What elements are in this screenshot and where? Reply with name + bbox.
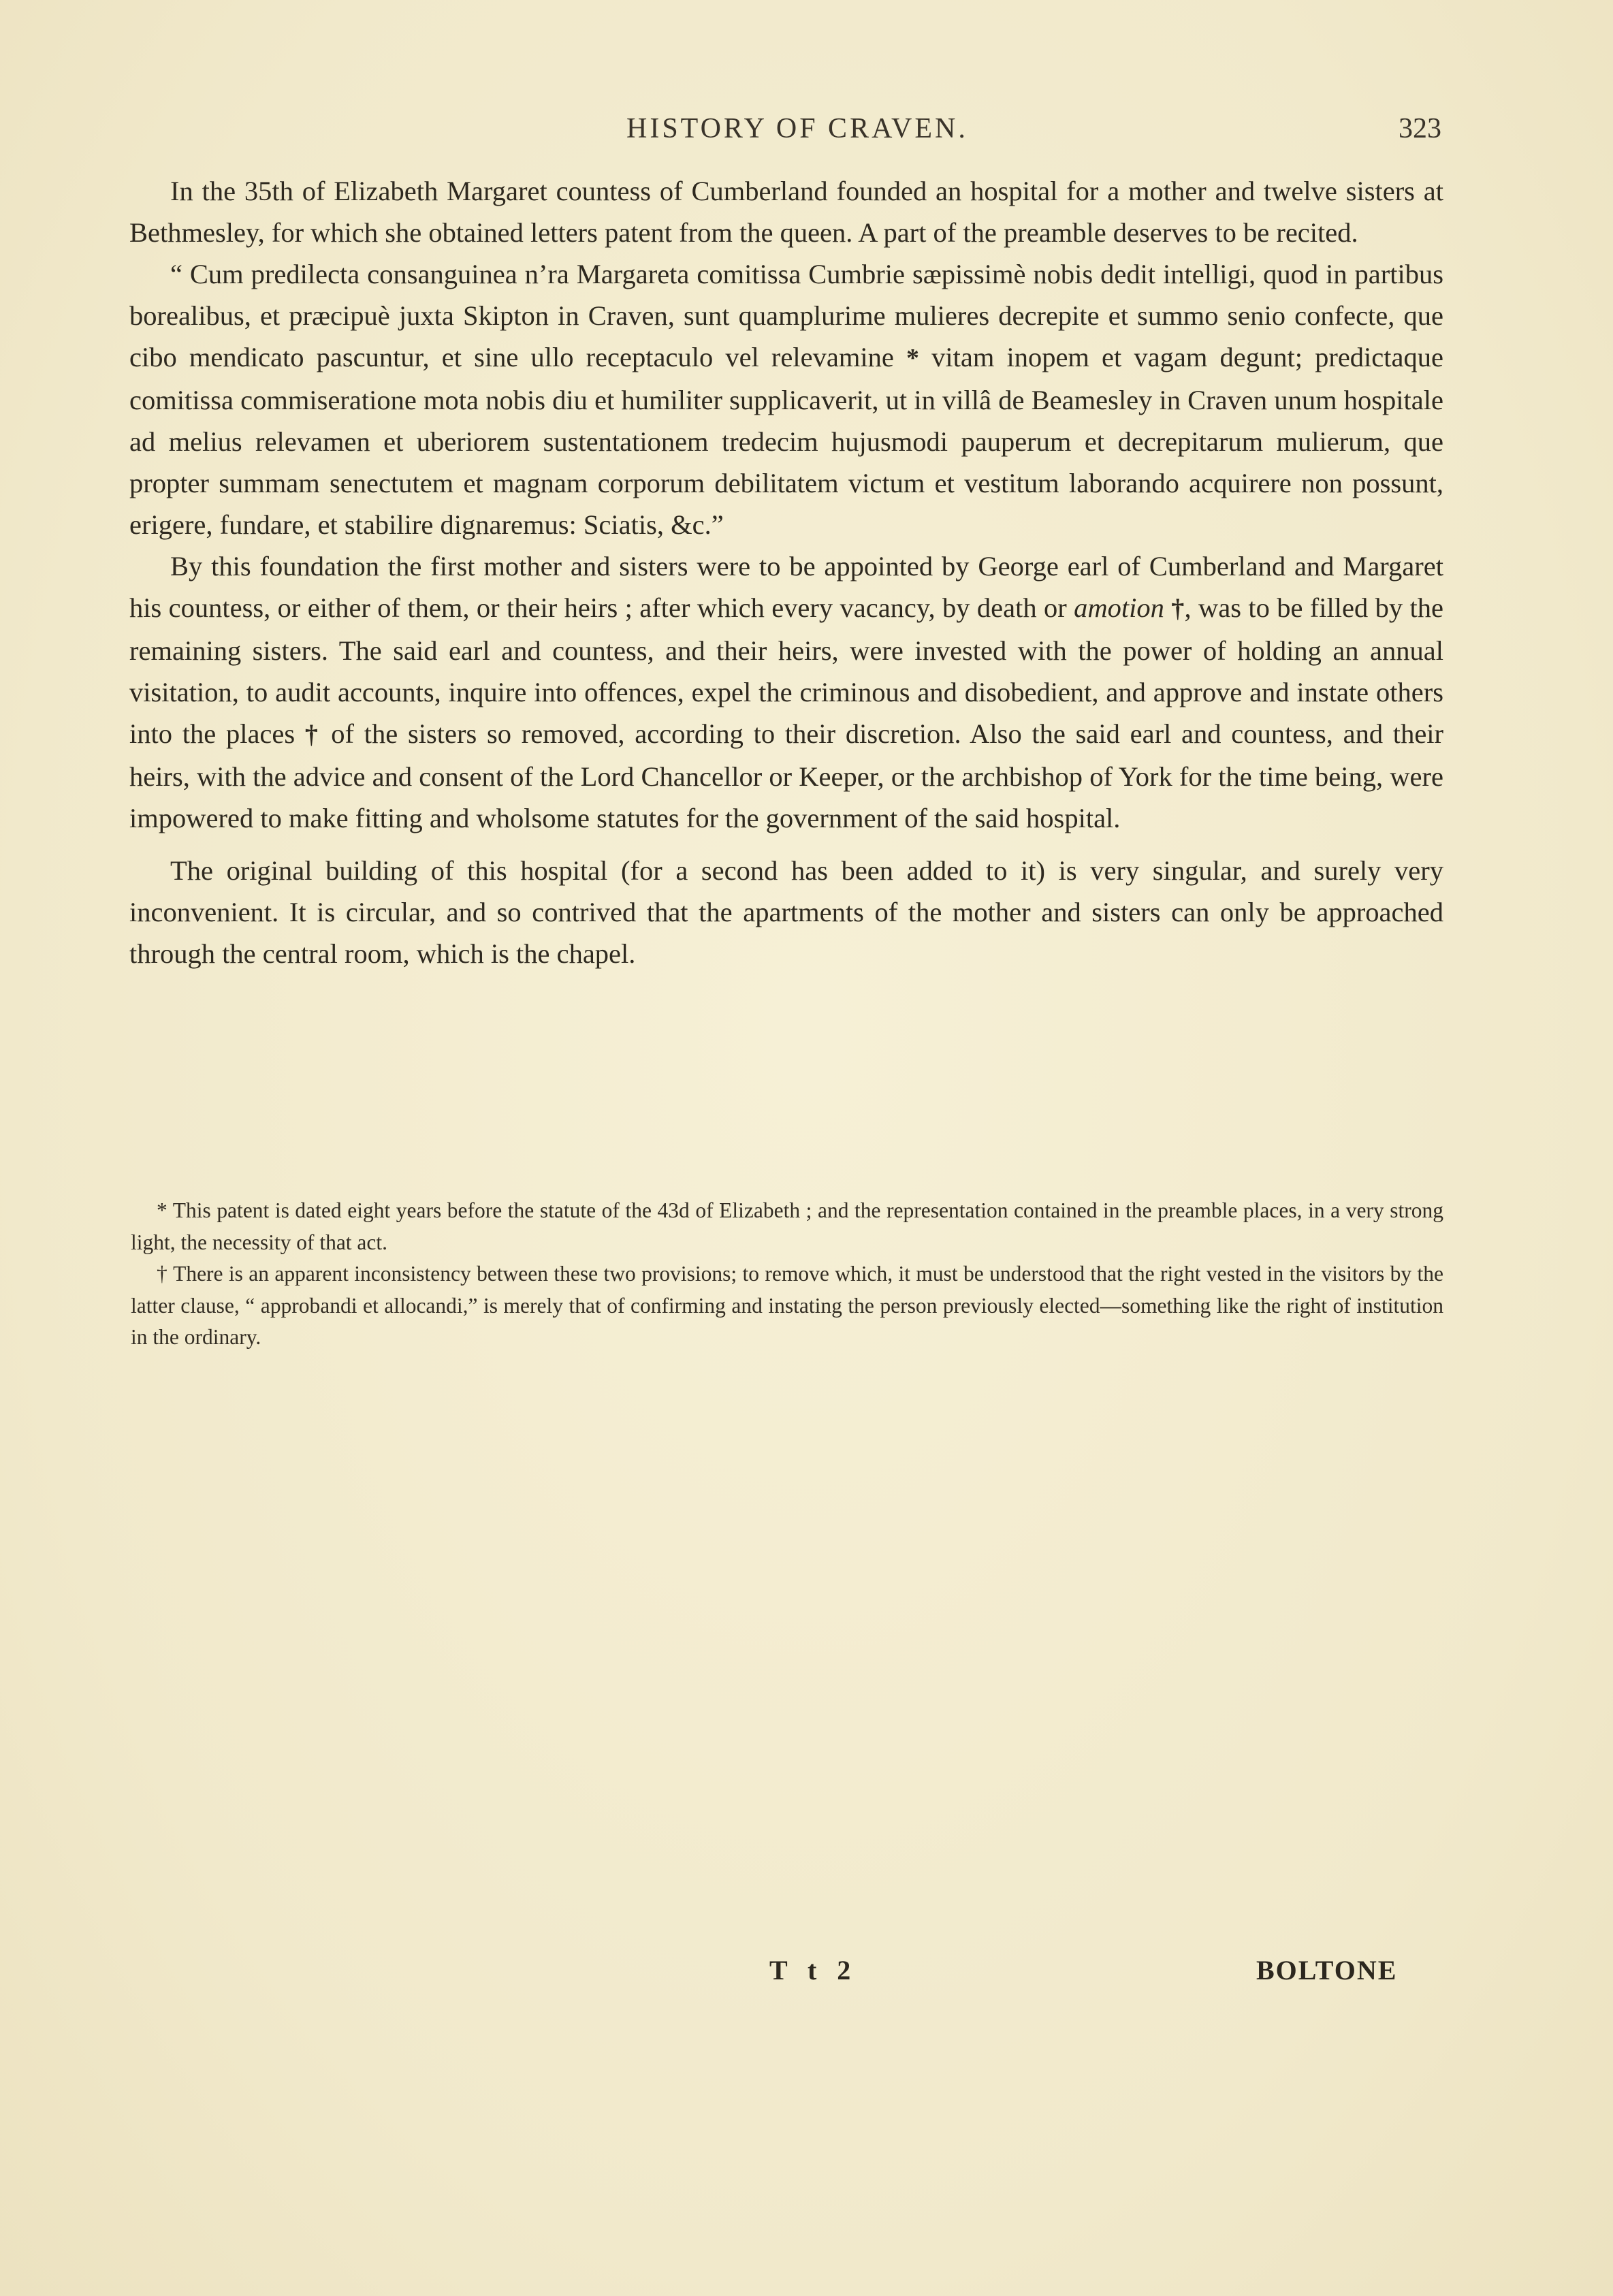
running-header: [0, 112, 1613, 153]
running-title: HISTORY OF CRAVEN.: [626, 113, 968, 144]
footnote-mark-dagger-2[interactable]: †: [304, 720, 321, 749]
footnote-mark-dagger-1[interactable]: †: [1171, 594, 1185, 623]
appointment-text-part2: , was to be filled by the remaining sisters. The said earl and countess, and their heirs, were invested with the power of holding an annual visitation, to audit accounts, inquire into offences, expel the criminous and disobedient, and approve and instate others into the places: [129, 592, 1444, 749]
paragraph-preamble-latin: [129, 253, 1443, 545]
preamble-text-part1: “ Cum predilecta consanguinea n’ra Margareta comitissa Cumbrie sæpissimè nobis dedit intelligi, quod in partibus borealibus, et præcipuè juxta Skipton in Craven, sunt quamplurime mulieres decrepite et summo senio confecte, que cibo mendicato pascuntur, et sine ullo receptaculo vel relevamine: [129, 259, 1443, 372]
footnote-asterisk: * This patent is dated eight years before the statute of the 43d of Elizabeth ; and the representation contained in the preamble places, in a very strong light, the necessity of that act.: [131, 1198, 1443, 1254]
page-number: 323: [1399, 113, 1441, 144]
appointment-text-part1: By this foundation the first mother and sisters were to be appointed by George earl of Cumberland and Margaret his countess, or either of them, or their heirs ; after which every vacancy, by death or: [129, 551, 1443, 623]
main-text: [129, 170, 1443, 974]
footnote-dagger: † There is an apparent inconsistency between these two provisions; to remove which, it must be understood that the right vested in the visitors by the latter clause, “ approbandi et allocandi,” is merely that of confirming and instating the person previously elected—something like the right of institution in the ordinary.: [131, 1262, 1443, 1349]
amotion-word: amotion: [1074, 592, 1164, 623]
paragraph-foundation: In the 35th of Elizabeth Margaret countess of Cumberland founded an hospital for a mother and twelve sisters at Bethmesley, for which she obtained letters patent from the queen. A part of the preamble deserves to be recited.: [129, 176, 1443, 248]
footnotes: [131, 1195, 1443, 1354]
paragraph-building: The original building of this hospital (for a second has been added to it) is very singular, and surely very inconvenient. It is circular, and so contrived that the apartments of the mother and sisters can only be approached through the central room, which is the chapel.: [129, 855, 1443, 969]
catchword: BOLTONE: [1256, 1955, 1398, 1986]
preamble-text-part2: vitam inopem et vagam degunt; predictaque comitissa commiseratione mota nobis diu et humiliter supplicaverit, ut in villâ de Beamesley in Craven unum hospitale ad melius relevamen et uberiorem sustentationem tredecim hujusmodi pauperum et decrepitarum mulierum, que propter summam senectutem et magnam corporum debilitatem victum et vestitum laborando acquirere non possunt, erigere, fundare, et stabilire dignaremus: Sciatis, &c.”: [129, 342, 1443, 540]
paragraph-appointment: [129, 545, 1443, 839]
appointment-text-part3: of the sisters so removed, according to their discretion. Also the said earl and countess, and their heirs, with the advice and consent of the Lord Chancellor or Keeper, or the archbishop of York for the time being, were impowered to make fitting and wholsome statutes for the government of the said hospital.: [129, 718, 1444, 833]
signature-mark: T t 2: [769, 1955, 858, 1986]
footnote-mark-asterisk[interactable]: *: [906, 344, 919, 372]
